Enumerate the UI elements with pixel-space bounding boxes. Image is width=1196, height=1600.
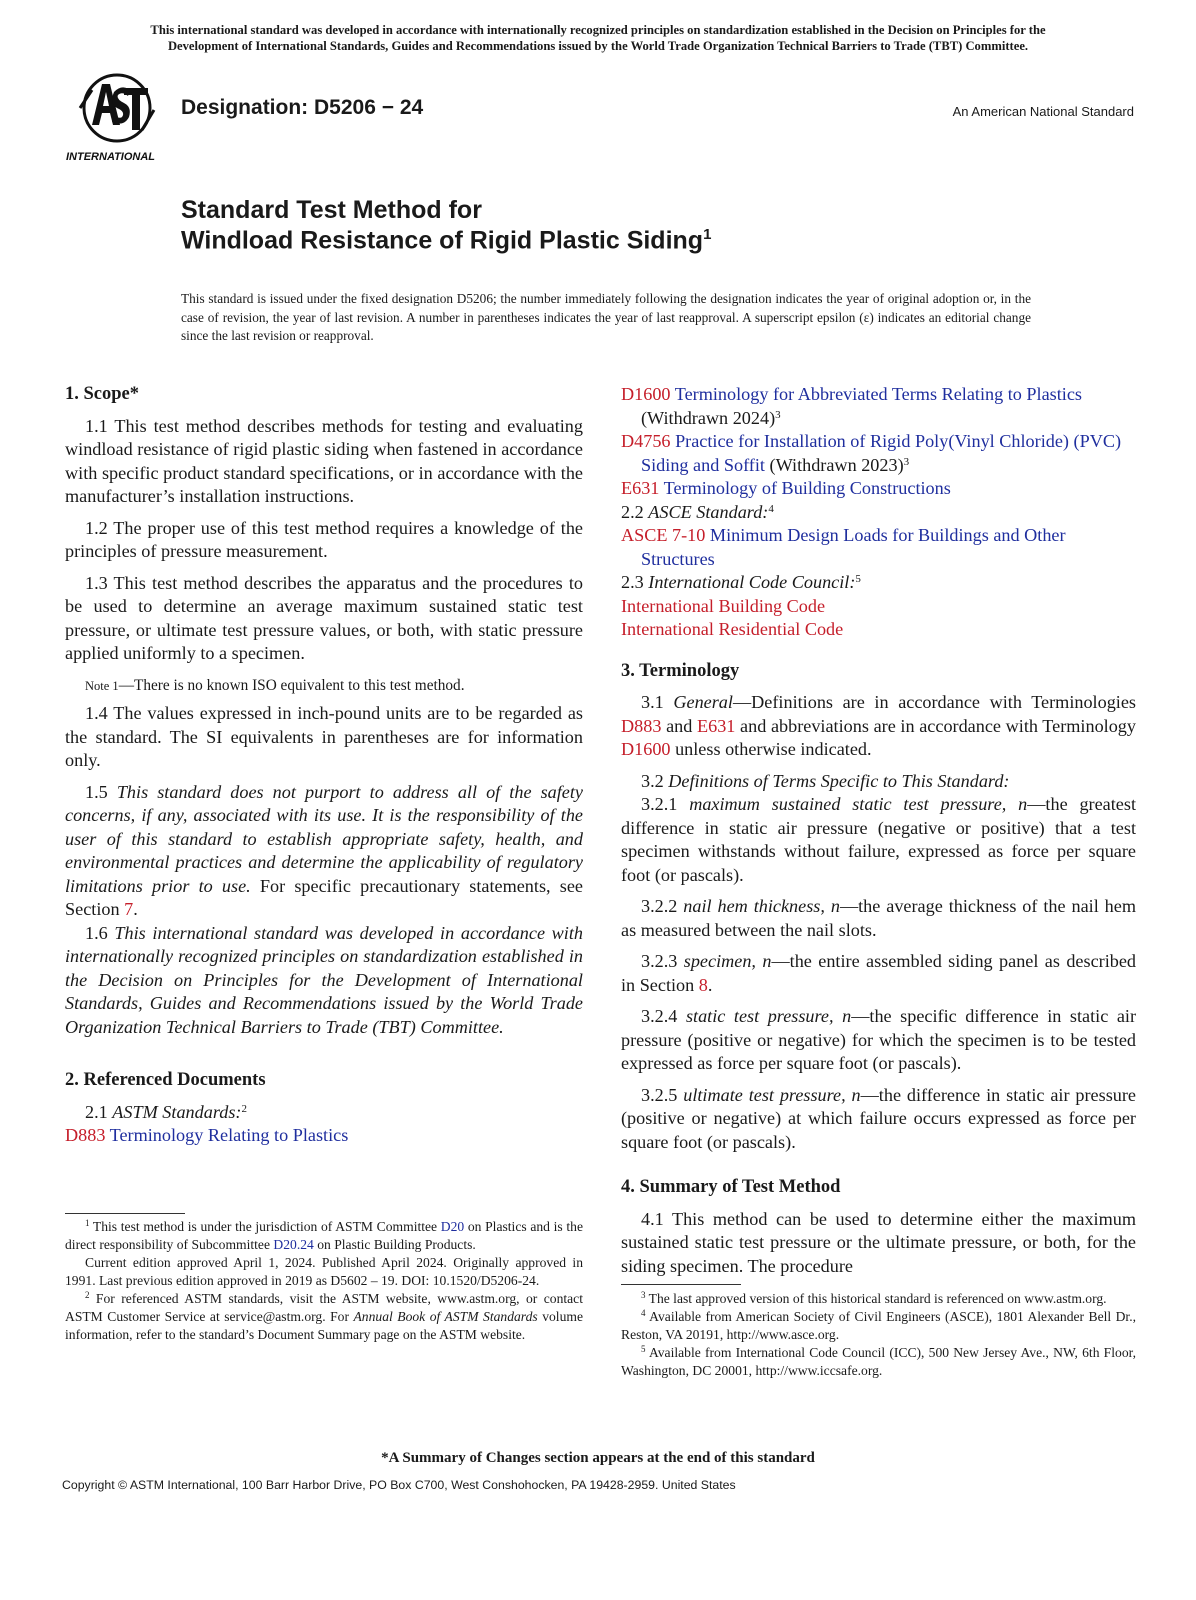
section-1-heading: 1. Scope* [65,384,139,404]
ref-d4756-sup: 3 [903,455,910,468]
ref-d4756[interactable] [621,430,1136,477]
term-ultimate: ultimate test pressure, n [683,1084,861,1105]
para-3-2 [621,770,1136,794]
note-1-label: Note 1 [85,678,119,693]
footnotes-right [621,1290,1136,1380]
ref-d883-code[interactable]: D883 [65,1125,106,1145]
ref-d4756-code[interactable]: D4756 [621,431,671,451]
para-3-2-5-num: 3.2.5 [641,1084,684,1105]
para-2-3-italic: International Code Council: [648,572,856,592]
right-column [621,383,1136,1278]
footnote-3 [621,1290,1136,1308]
para-2-3 [621,571,1136,595]
footnote-5-text: Available from International Code Council (ICC), 500 New Jersey Ave., NW, 6th Floor, Washington, DC 20001, http://www.iccsafe.org. [621,1345,1136,1378]
section-4-heading: 4. Summary of Test Method [621,1177,841,1197]
footnote-1-mark: 1 [85,1218,90,1228]
para-4-1: 4.1 This method can be used to determine either the maximum sustained static test pressure or the ultimate pressure, or both, for the siding specimen. The procedure [621,1208,1136,1276]
para-3-1-c: and abbreviations are in accordance with Terminology [735,715,1136,736]
para-1-5 [65,781,583,922]
para-3-2-2-num: 3.2.2 [641,896,684,916]
para-3-1-b: and [661,715,697,736]
footnote-5 [621,1344,1136,1380]
term-static-test: static test pressure, n [685,1006,852,1026]
para-2-2-italic: ASCE Standard: [648,501,769,522]
left-column [65,383,583,1148]
ref-ibc[interactable]: International Building Code [621,595,826,616]
title-line-1: Standard Test Method for [181,196,482,224]
title-line-2 [181,226,711,255]
section-3-heading: 3. Terminology [621,660,740,681]
para-2-1 [65,1101,583,1125]
footnote-rule-left [65,1213,185,1214]
para-2-3-sup: 5 [855,573,861,585]
para-3-1-num: 3.1 [641,692,674,712]
term-nail-hem: nail hem thickness, n [683,896,840,916]
note-1-text: —There is no known ISO equivalent to this test method. [118,676,465,694]
ref-e631-title[interactable]: Terminology of Building Constructions [663,478,951,498]
def-specimen: —the entire assembled siding panel as described in Section [621,951,1137,995]
para-2-2-num: 2.2 [621,501,649,522]
footnote-3-text: The last approved version of this historical standard is referenced on www.astm.org. [645,1291,1107,1306]
ref-d1600-tail: (Withdrawn 2024) [641,407,776,428]
title-footnote-mark: 1 [703,226,712,243]
top-notice-line-2: Development of International Standards, Guides and Recommendations issued by the World Trade Organization Technical Barriers to Trade (TBT) Committee. [167,39,1029,53]
para-3-2-3-num: 3.2.3 [641,951,684,971]
footnote-4-text: Available from American Society of Civil Engineers (ASCE), 1801 Alexander Bell Dr., Reston, VA 20191, http://www.asce.org. [621,1309,1136,1342]
copyright-line: Copyright © ASTM International, 100 Barr Harbor Drive, PO Box C700, West Conshohocken, PA 19428-2959. United States [62,1478,736,1492]
para-1-5-num: 1.5 [85,781,117,802]
title-text: Windload Resistance of Rigid Plastic Siding [181,226,704,255]
para-3-2-2 [621,895,1136,942]
ref-d1600-code[interactable]: D1600 [621,384,671,404]
footnote-1-c: on Plastic Building Products. [313,1237,476,1252]
def-nail-hem: —the average thickness of the nail hem as measured between the nail slots. [621,896,1136,940]
para-1-6-num: 1.6 [85,922,115,943]
para-3-2-1-num: 3.2.1 [641,794,690,814]
link-d883[interactable]: D883 [621,715,662,736]
term-max-sustained: maximum sustained static test pressure, n [689,794,1028,814]
ref-d883-title[interactable]: Terminology Relating to Plastics [109,1125,349,1145]
ref-d883[interactable] [65,1124,583,1148]
section-8-link[interactable]: 8 [698,974,708,995]
footnote-3-mark: 3 [641,1290,646,1300]
para-3-2-5 [621,1084,1136,1155]
para-3-1-d: unless otherwise indicated. [670,739,872,759]
footnote-5-mark: 5 [641,1344,646,1354]
ref-d1600[interactable] [621,383,1136,430]
link-d1600[interactable]: D1600 [621,739,671,759]
ref-d4756-tail: (Withdrawn 2023) [764,454,904,475]
link-d20-24[interactable]: D20.24 [273,1237,314,1252]
top-notice [62,22,1134,54]
footnote-1-b: on Plastics and is the direct responsibility of Subcommittee [65,1219,583,1252]
para-3-2-4 [621,1005,1136,1076]
footnote-2-a: For referenced ASTM standards, visit the ASTM website, www.astm.org, or contact ASTM Customer Service at service@astm.org. For [65,1291,583,1324]
ref-asce[interactable] [621,524,1136,571]
ref-asce-code[interactable]: ASCE 7-10 [621,525,706,545]
para-3-2-italic: Definitions of Terms Specific to This Standard: [668,770,1010,791]
para-2-3-num: 2.3 [621,572,649,592]
ref-e631[interactable] [621,477,1136,501]
para-3-1-a: —Definitions are in accordance with Terminologies [732,692,1137,712]
ref-d1600-title[interactable]: Terminology for Abbreviated Terms Relating to Plastics [674,384,1083,404]
astm-logo-mark-icon [62,70,172,166]
para-1-2: 1.2 The proper use of this test method requires a knowledge of the principles of pressure measurement. [65,517,583,561]
ref-e631-code[interactable]: E631 [621,478,660,498]
footnote-2-mark: 2 [85,1290,90,1300]
para-2-1-num: 2.1 [85,1101,113,1122]
para-1-5-italic: This standard does not purport to address all of the safety concerns, if any, associated with its use. It is the responsibility of the user of this standard to establish appropriate safety, health, and environmental practices and determine the applicability of regulatory limitations prior to use. [65,781,584,896]
link-e631[interactable]: E631 [696,715,736,736]
ref-asce-title[interactable]: Minimum Design Loads for Buildings and Other Structures [641,525,1066,569]
para-2-1-sup: 2 [241,1102,247,1115]
def-static-test: —the specific difference in static air pressure (positive or negative) for which the specimen is to be tested expressed as force per square foot (or pascals). [621,1006,1137,1073]
designation: Designation: D5206 − 24 [181,96,424,119]
footnote-2-italic: Annual Book of ASTM Standards [353,1309,538,1324]
para-1-6 [65,922,583,1040]
para-3-1 [621,691,1136,762]
para-1-1: 1.1 This test method describes methods for testing and evaluating windload resistance of rigid plastic siding when fastened in accordance with specific product standard specifications, or in accordance with the manufacturer’s installation instructions. [65,415,583,506]
para-3-1-italic: General [673,692,733,712]
footnote-2 [65,1290,583,1344]
def-max-sustained: —the greatest difference in static air pressure (negative or positive) that a test specimen withstands without failure, expressed as force per square foot (or pascals). [621,794,1136,885]
footnote-1 [65,1218,583,1254]
footnote-2-b: volume information, refer to the standard’s Document Summary page on the ASTM website. [65,1309,583,1342]
para-3-2-num: 3.2 [641,770,669,791]
para-2-2-sup: 4 [768,502,774,515]
para-3-2-4-num: 3.2.4 [641,1006,686,1026]
ref-d4756-title[interactable]: Practice for Installation of Rigid Poly(Vinyl Chloride) (PVC) Siding and Soffit [641,431,1122,475]
def-ultimate: —the difference in static air pressure (positive or negative) at which failure occurs expressed as force per square foot (or pascals). [621,1084,1136,1152]
para-2-1-italic: ASTM Standards: [112,1101,242,1122]
link-d20[interactable]: D20 [440,1219,465,1234]
ref-d1600-sup: 3 [775,408,781,421]
section-2-heading: 2. Referenced Documents [65,1070,266,1090]
footnote-1-edition: Current edition approved April 1, 2024. Published April 2024. Originally approved in 1991. Last previous edition approved in 2019 as D5602 – 19. DOI: 10.1520/D5206-24. [65,1255,583,1288]
footnotes-left [65,1218,583,1344]
ref-irc[interactable]: International Residential Code [621,619,844,639]
issue-statement: This standard is issued under the fixed designation D5206; the number immediately following the designation indicates the year of original adoption or, in the case of revision, the year of last revision. A number in parentheses indicates the year of last reapproval. A superscript epsilon (ε) indicates an editorial change since the last revision or reapproval. [181,291,1031,343]
para-1-6-italic: This international standard was developed in accordance with internationally recognized principles on standardization established in the Decision on Principles for the Development of International Standards, Guides and Recommendations issued by the World Trade Organization Technical Barriers to Trade (TBT) Committee. [65,922,584,1037]
para-1-3: 1.3 This test method describes the apparatus and the procedures to be used to determine an average maximum sustained static test pressure, or ultimate test pressure values, or both, with static pressure applied uniformly to a specimen. [65,572,583,663]
footnote-4 [621,1308,1136,1344]
para-3-2-1 [621,793,1136,887]
footnote-rule-right [621,1284,741,1285]
top-notice-line-1: This international standard was developed in accordance with internationally recognized principles on standardization established in the Decision on Principles for the [150,23,1046,37]
footnote-4-mark: 4 [641,1308,646,1318]
para-1-4: 1.4 The values expressed in inch-pound units are to be regarded as the standard. The SI equivalents in parentheses are for information only. [65,703,583,770]
national-standard-label: An American National Standard [952,104,1134,119]
footnote-1-a: This test method is under the jurisdiction of ASTM Committee [89,1219,441,1234]
para-2-2 [621,501,1136,525]
para-3-2-3 [621,950,1136,997]
para-1-5-tail: For specific precautionary statements, see Section [65,875,583,919]
section-7-link[interactable]: 7 [124,899,134,919]
note-1 [65,674,583,699]
term-specimen: specimen, n [683,951,772,971]
astm-logo [62,70,172,166]
summary-of-changes-note: *A Summary of Changes section appears at the end of this standard [381,1450,815,1466]
logo-text: INTERNATIONAL [66,151,156,163]
def-specimen-end: . [707,974,713,995]
para-1-5-end: . [133,899,138,919]
